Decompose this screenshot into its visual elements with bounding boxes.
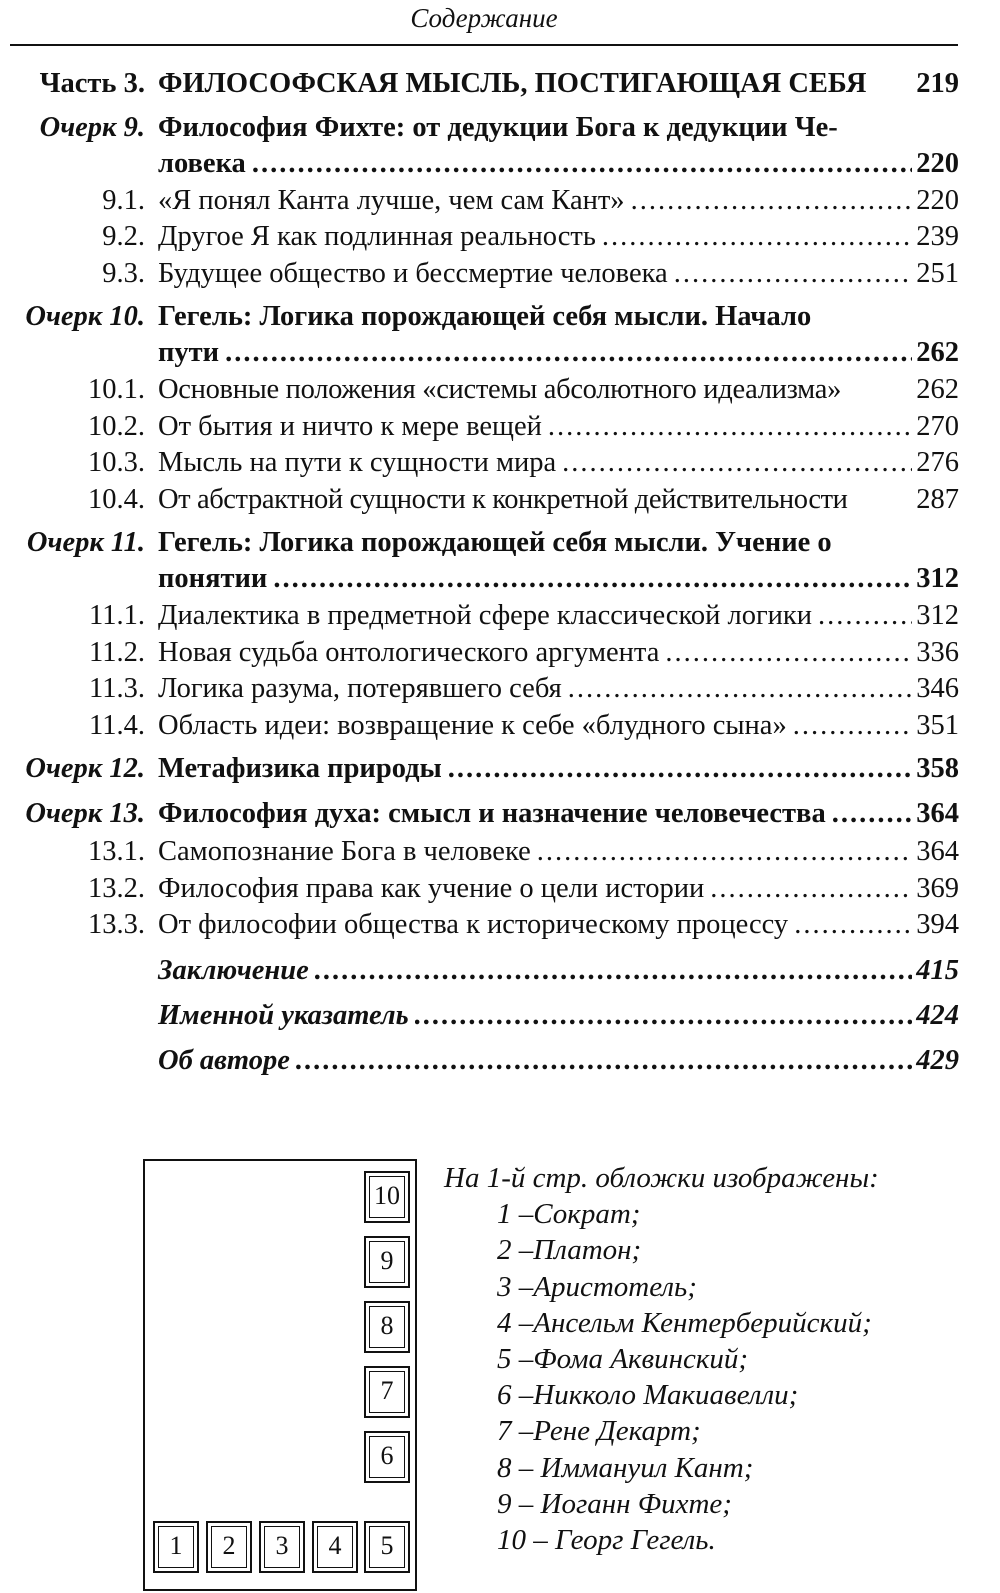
toc-part-number: Часть 3.	[39, 68, 145, 99]
cover-caption-heading: На 1-й стр. обложки изображены:	[444, 1162, 879, 1194]
toc-ending-title: Заключение	[158, 954, 309, 986]
toc-section-title: Основные положения «системы абсолютного идеализма»	[158, 374, 842, 405]
cover-caption-item: 7 –Рене Декарт;	[497, 1415, 701, 1448]
toc-page-number: 220	[916, 184, 959, 216]
toc-section-title: От абстрактной сущности к конкретной действительности	[158, 483, 848, 515]
cover-caption-item: 4 –Ансельм Кентерберийский;	[497, 1306, 872, 1339]
toc-dot-leader	[562, 445, 912, 481]
toc-ending-row[interactable]	[0, 998, 1000, 1034]
toc-section-row[interactable]	[0, 871, 1000, 908]
toc-page-number: 287	[916, 483, 959, 515]
toc-section-number: 13.3.	[88, 909, 145, 940]
toc-page-number: 251	[916, 257, 959, 289]
toc-dot-leader	[793, 708, 913, 744]
cover-caption-item: 3 –Аристотель;	[497, 1270, 697, 1303]
toc-section-title: Самопознание Бога в человеке	[158, 836, 531, 867]
toc-section-title: От философии общества к историческому процессу	[158, 909, 789, 940]
table-of-contents	[0, 66, 1000, 1079]
toc-essay-row[interactable]	[0, 525, 1000, 598]
toc-section-number: 10.1.	[88, 374, 145, 405]
toc-ending-row[interactable]	[0, 1043, 1000, 1079]
portrait-box: 3	[259, 1521, 305, 1573]
toc-essay-row[interactable]	[0, 299, 1000, 372]
toc-page-number: 346	[916, 673, 959, 704]
toc-part-row[interactable]	[0, 66, 1000, 103]
toc-section-row[interactable]	[0, 482, 1000, 519]
toc-dot-leader	[832, 796, 913, 832]
running-header: Содержание	[10, 0, 958, 46]
toc-page-number: 219	[916, 68, 959, 99]
toc-dot-leader	[674, 256, 913, 292]
toc-page-number: 364	[916, 798, 959, 829]
portrait-box: 4	[312, 1521, 358, 1573]
toc-page-number: 429	[916, 1044, 959, 1076]
cover-caption	[444, 1160, 879, 1558]
toc-section-row[interactable]	[0, 372, 1000, 409]
toc-section-title: Другое Я как подлинная реальность	[158, 221, 596, 252]
cover-caption-item: 1 –Сократ;	[497, 1198, 641, 1231]
toc-essay-title: Гегель: Логика порождающей себя мысли. Начало	[158, 301, 812, 332]
toc-section-row[interactable]	[0, 445, 1000, 482]
toc-section-title: Новая судьба онтологического аргумента	[158, 636, 660, 668]
toc-section-number: 10.3.	[88, 447, 145, 478]
cover-caption-item: 8 – Иммануил Кант;	[497, 1451, 754, 1484]
toc-section-number: 10.2.	[88, 410, 145, 442]
toc-dot-leader	[568, 671, 913, 707]
toc-section-number: 10.4.	[88, 483, 145, 515]
toc-section-title: Мысль на пути к сущности мира	[158, 447, 557, 478]
toc-section-number: 13.2.	[88, 872, 145, 904]
toc-section-title: Будущее общество и бессмертие человека	[158, 257, 668, 289]
toc-section-number: 9.3.	[102, 257, 145, 289]
toc-section-title: «Я понял Канта лучше, чем сам Кант»	[158, 184, 625, 216]
toc-section-number: 11.4.	[89, 709, 145, 741]
toc-dot-leader	[818, 598, 912, 634]
toc-ending-title: Именной указатель	[158, 999, 409, 1031]
toc-essay-number: Очерк 9.	[39, 111, 145, 143]
toc-essay-title: Философия Фихте: от дедукции Бога к дедукции Че-	[158, 111, 838, 143]
toc-page-number: 276	[916, 447, 959, 478]
cover-caption-item: 6 –Никколо Макиавелли;	[497, 1379, 799, 1412]
toc-page-number: 369	[916, 872, 959, 904]
toc-section-row[interactable]	[0, 409, 1000, 446]
toc-page-number: 220	[916, 147, 959, 179]
toc-part-title: ФИЛОСОФСКАЯ МЫСЛЬ, ПОСТИГАЮЩАЯ СЕБЯ	[158, 68, 867, 99]
toc-essay-number: Очерк 13.	[25, 798, 145, 829]
toc-dot-leader	[631, 183, 913, 219]
toc-dot-leader	[794, 907, 912, 943]
cover-caption-item: 5 –Фома Аквинский;	[497, 1343, 749, 1376]
toc-page-number: 336	[916, 636, 959, 668]
toc-section-title: Философия права как учение о цели истории	[158, 872, 705, 904]
toc-section-title: От бытия и ничто к мере вещей	[158, 410, 542, 442]
toc-section-number: 9.1.	[102, 184, 145, 216]
portrait-box: 1	[153, 1521, 199, 1573]
toc-dot-leader	[665, 635, 912, 671]
toc-section-title: Область идеи: возвращение к себе «блудного сына»	[158, 709, 787, 741]
toc-page-number: 358	[916, 753, 959, 784]
toc-page-number: 262	[916, 337, 959, 368]
toc-section-row[interactable]	[0, 708, 1000, 745]
toc-section-row[interactable]	[0, 834, 1000, 871]
toc-ending-row[interactable]	[0, 953, 1000, 989]
toc-essay-row[interactable]	[0, 110, 1000, 183]
toc-dot-leader	[548, 409, 912, 445]
toc-essay-title-cont: ловека	[158, 147, 246, 179]
portrait-box: 2	[206, 1521, 252, 1573]
toc-essay-title: Философия духа: смысл и назначение человечества	[158, 798, 826, 829]
toc-section-row[interactable]	[0, 256, 1000, 293]
toc-section-row[interactable]	[0, 183, 1000, 220]
toc-dot-leader	[225, 335, 912, 371]
toc-section-title: Диалектика в предметной сфере классической логики	[158, 600, 812, 631]
toc-dot-leader	[315, 953, 912, 989]
toc-page-number: 239	[916, 221, 959, 252]
portrait-box: 6	[364, 1431, 410, 1483]
toc-section-number: 11.2.	[89, 636, 145, 668]
toc-page-number: 312	[916, 600, 959, 631]
toc-page-number: 312	[916, 563, 959, 594]
toc-dot-leader	[448, 751, 912, 787]
toc-page-number: 424	[916, 999, 959, 1031]
toc-section-number: 11.1.	[89, 600, 145, 631]
cover-caption-item: 9 – Иоганн Фихте;	[497, 1487, 732, 1520]
toc-page-number: 262	[916, 374, 959, 405]
toc-dot-leader	[252, 146, 912, 182]
toc-page-number: 364	[916, 836, 959, 867]
toc-dot-leader	[415, 998, 913, 1034]
toc-page-number: 415	[916, 954, 959, 986]
toc-essay-title: Гегель: Логика порождающей себя мысли. Учение о	[158, 527, 832, 558]
toc-section-row[interactable]	[0, 635, 1000, 672]
toc-section-number: 11.3.	[89, 673, 145, 704]
toc-page-number: 351	[916, 709, 959, 741]
toc-section-row[interactable]	[0, 671, 1000, 708]
toc-essay-row[interactable]	[0, 751, 1000, 789]
toc-essay-number: Очерк 10.	[25, 301, 145, 332]
toc-essay-number: Очерк 12.	[25, 753, 145, 784]
toc-essay-row[interactable]	[0, 796, 1000, 834]
toc-essay-title-cont: пути	[158, 337, 220, 368]
toc-dot-leader	[273, 561, 912, 597]
portrait-box: 10	[364, 1171, 410, 1223]
toc-section-row[interactable]	[0, 907, 1000, 944]
cover-layout-diagram	[143, 1159, 417, 1591]
cover-caption-item: 10 – Георг Гегель.	[497, 1524, 716, 1557]
toc-section-number: 9.2.	[102, 221, 145, 252]
toc-dot-leader	[537, 834, 913, 870]
toc-section-title: Логика разума, потерявшего себя	[158, 673, 562, 704]
toc-dot-leader	[296, 1043, 912, 1079]
toc-page-number: 394	[916, 909, 959, 940]
toc-dot-leader	[710, 871, 912, 907]
portrait-box: 5	[364, 1521, 410, 1573]
toc-section-row[interactable]	[0, 598, 1000, 635]
portrait-box: 9	[364, 1236, 410, 1288]
toc-ending-title: Об авторе	[158, 1044, 290, 1076]
toc-essay-title: Метафизика природы	[158, 753, 442, 784]
toc-page-number: 270	[916, 410, 959, 442]
toc-section-number: 13.1.	[88, 836, 145, 867]
portrait-box: 7	[364, 1366, 410, 1418]
toc-essay-title-cont: понятии	[158, 563, 268, 594]
portrait-box: 8	[364, 1301, 410, 1353]
toc-dot-leader	[602, 219, 912, 255]
cover-caption-item: 2 –Платон;	[497, 1234, 642, 1267]
toc-section-row[interactable]	[0, 219, 1000, 256]
toc-essay-number: Очерк 11.	[26, 527, 145, 558]
